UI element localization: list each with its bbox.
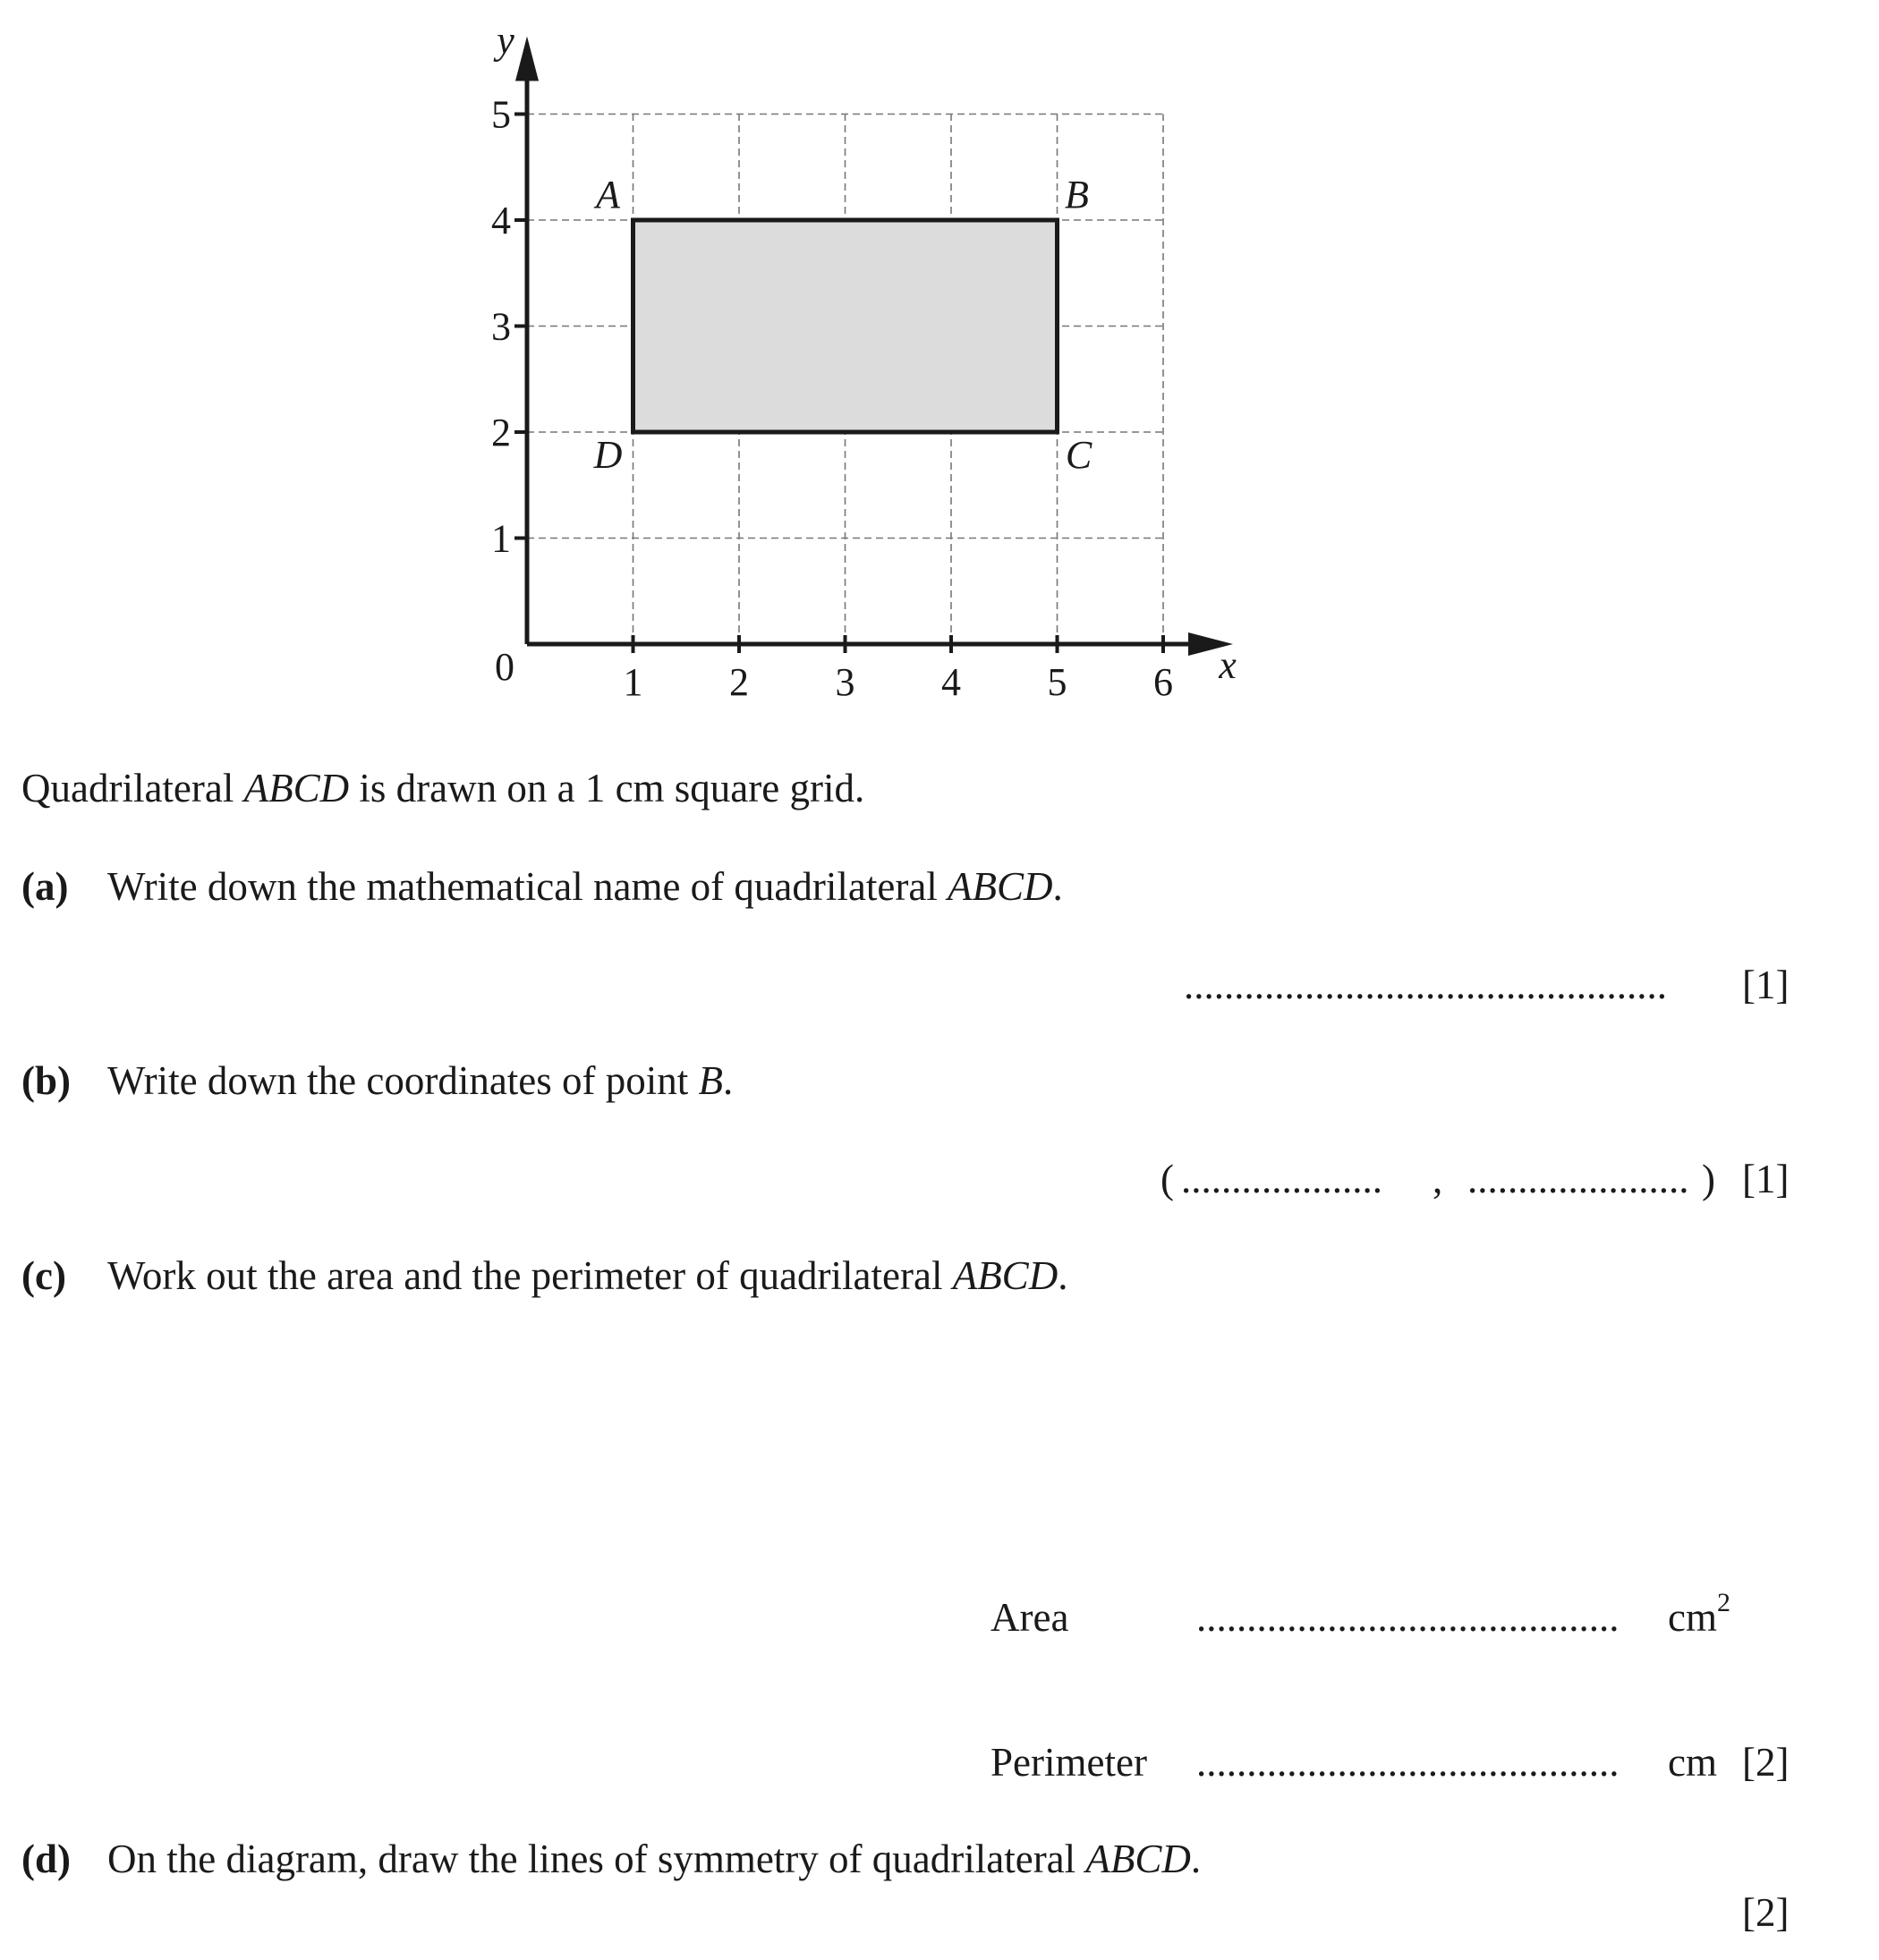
part-a-question [107,861,1063,912]
part-b-point-name: B [698,1058,724,1103]
part-b-open-paren: ( [1161,1157,1174,1201]
perimeter-unit: cm [1668,1740,1717,1785]
y-tick-label: 5 [491,92,511,137]
y-axis-label: y [497,18,514,63]
intro-shape-name: ABCD [243,766,350,810]
area-unit [1668,1588,1730,1642]
y-tick-label: 3 [491,304,511,349]
vertex-label-b: B [1065,173,1089,216]
part-c-marks: [2] [1742,1740,1790,1785]
area-unit-superscript: 2 [1716,1588,1730,1617]
part-a-post: . [1052,864,1063,909]
part-b-label: (b) [21,1058,71,1103]
intro-pre: Quadrilateral [21,766,244,810]
part-b-post: . [723,1058,734,1103]
area-unit-text: cm [1668,1595,1717,1640]
y-axis-arrowhead [515,37,539,81]
part-d-shape-name: ABCD [1085,1837,1191,1881]
perimeter-label: Perimeter [991,1740,1147,1785]
x-axis-label: x [1219,643,1237,687]
vertex-label-c: C [1065,433,1093,477]
area-answer-line[interactable]: .......................................... [1196,1595,1620,1640]
x-tick-label: 4 [941,660,961,704]
part-a-answer-line[interactable]: ................................................ [1184,963,1667,1007]
x-tick-label: 6 [1153,660,1173,704]
part-c-pre: Work out the area and the perimeter of quadrilateral [107,1253,953,1298]
vertex-label-a: A [596,173,620,216]
x-tick-label: 2 [729,660,749,704]
part-d-marks: [2] [1742,1890,1790,1935]
part-c-shape-name: ABCD [952,1253,1059,1298]
part-a-label: (a) [21,864,69,909]
perimeter-answer-line[interactable]: .......................................... [1196,1740,1620,1785]
y-tick-label: 2 [491,411,511,454]
part-b-comma: , [1433,1157,1443,1201]
origin-label: 0 [495,645,514,689]
vertex-label-d: D [593,433,623,477]
part-b-close-paren: ) [1702,1157,1715,1201]
area-label: Area [991,1595,1069,1640]
y-tick-label: 4 [491,199,511,242]
part-b-x-answer-line[interactable]: .................... [1181,1157,1382,1201]
part-a-pre: Write down the mathematical name of quadrilateral [107,864,948,909]
part-b-marks: [1] [1742,1157,1790,1201]
y-tick-label: 1 [491,516,511,561]
part-b-question [107,1056,733,1106]
part-d-pre: On the diagram, draw the lines of symmetry of quadrilateral [107,1837,1086,1881]
x-tick-label: 5 [1047,660,1067,704]
part-c-label: (c) [21,1253,66,1298]
x-tick-label: 1 [623,660,643,704]
part-d-question [107,1834,1201,1884]
intro-post: is drawn on a 1 cm square grid. [349,766,865,810]
quadrilateral-abcd [633,220,1058,432]
coordinate-grid-diagram [0,0,1879,734]
part-a-shape-name: ABCD [948,864,1053,909]
part-b-pre: Write down the coordinates of point [107,1058,699,1103]
intro-text [21,763,864,813]
x-tick-label: 3 [835,660,855,704]
part-b-y-answer-line[interactable]: ...................... [1467,1157,1689,1201]
part-c-question [107,1251,1067,1301]
part-a-marks: [1] [1742,963,1790,1007]
part-d-post: . [1190,1837,1202,1881]
part-d-label: (d) [21,1837,71,1881]
part-c-post: . [1058,1253,1068,1298]
